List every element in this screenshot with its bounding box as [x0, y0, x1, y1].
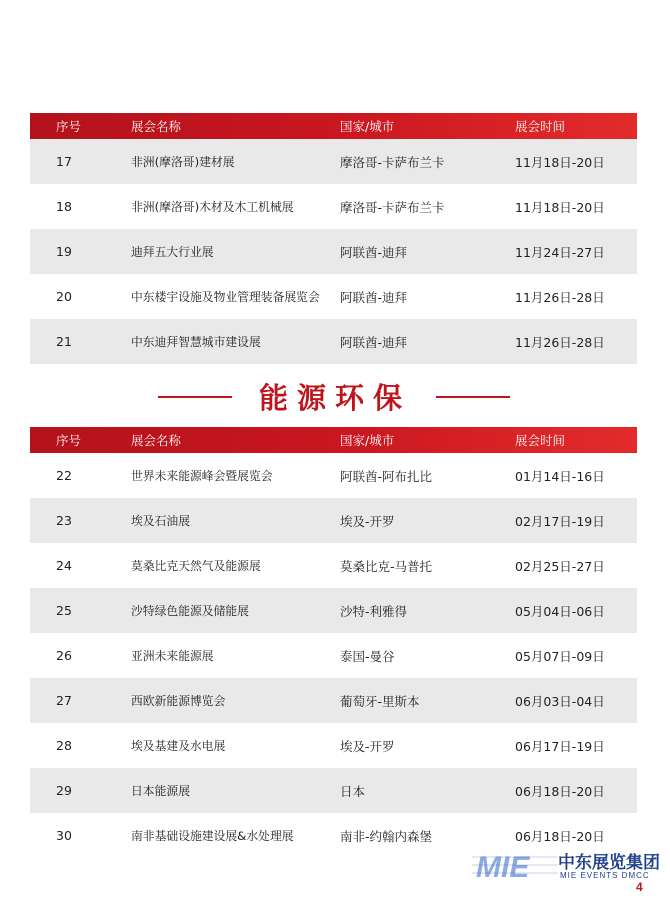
cell-location: 泰国-曼谷: [340, 648, 395, 664]
page-number: 4: [636, 880, 643, 894]
table-row: [30, 723, 637, 768]
cell-time: 06月18日-20日: [515, 783, 605, 799]
cell-location: 莫桑比克-马普托: [340, 558, 433, 574]
cell-time: 06月03日-04日: [515, 693, 605, 709]
header-no: 序号: [56, 433, 82, 448]
section-heading: [0, 372, 670, 420]
cell-name: 迪拜五大行业展: [131, 245, 214, 259]
section-title: 能源环保: [258, 381, 411, 415]
header-time: 展会时间: [515, 433, 566, 448]
mie-logo-mark: [472, 848, 558, 882]
cell-no: 28: [56, 738, 72, 753]
cell-time: 06月18日-20日: [515, 828, 605, 844]
cell-time: 11月18日-20日: [515, 199, 605, 215]
cell-no: 27: [56, 693, 72, 708]
cell-name: 西欧新能源博览会: [131, 694, 226, 708]
cell-name: 非洲(摩洛哥)木材及木工机械展: [131, 200, 294, 214]
table-row: [30, 678, 637, 723]
header-name: 展会名称: [131, 119, 182, 134]
table-row: [30, 139, 637, 184]
cell-time: 01月14日-16日: [515, 468, 605, 484]
cell-no: 19: [56, 244, 72, 259]
logo-chinese-name: 中东展览集团: [558, 853, 660, 873]
svg-text:MIE: MIE: [476, 851, 530, 882]
table-row: [30, 543, 637, 588]
cell-location: 摩洛哥-卡萨布兰卡: [340, 154, 445, 170]
cell-name: 沙特绿色能源及储能展: [131, 604, 249, 618]
exhibition-table-1: [30, 113, 637, 364]
table-header: [30, 427, 637, 453]
cell-time: 11月26日-28日: [515, 334, 605, 350]
table-row: [30, 229, 637, 274]
cell-time: 02月17日-19日: [515, 513, 605, 529]
cell-time: 05月07日-09日: [515, 648, 605, 664]
cell-location: 沙特-利雅得: [340, 603, 408, 619]
cell-no: 24: [56, 558, 72, 573]
table-row: [30, 453, 637, 498]
table-row: [30, 184, 637, 229]
table-row: [30, 319, 637, 364]
cell-location: 葡萄牙-里斯本: [340, 693, 420, 709]
cell-name: 埃及基建及水电展: [131, 739, 226, 753]
cell-time: 11月26日-28日: [515, 289, 605, 305]
cell-no: 23: [56, 513, 72, 528]
table-row: [30, 768, 637, 813]
cell-no: 17: [56, 154, 72, 169]
cell-name: 中东迪拜智慧城市建设展: [131, 335, 261, 349]
table-row: [30, 633, 637, 678]
cell-no: 30: [56, 828, 72, 843]
cell-location: 阿联酋-迪拜: [340, 244, 408, 260]
cell-no: 21: [56, 334, 72, 349]
heading-line-right: [436, 396, 510, 398]
cell-location: 埃及-开罗: [340, 738, 395, 754]
header-name: 展会名称: [131, 433, 182, 448]
cell-location: 日本: [340, 783, 366, 799]
exhibition-table-2: [30, 427, 637, 858]
cell-location: 埃及-开罗: [340, 513, 395, 529]
cell-name: 南非基础设施建设展&水处理展: [131, 829, 294, 843]
cell-no: 25: [56, 603, 72, 618]
header-time: 展会时间: [515, 119, 566, 134]
cell-no: 20: [56, 289, 72, 304]
logo-english-name: MIE EVENTS DMCC: [560, 871, 650, 880]
cell-no: 26: [56, 648, 72, 663]
table-row: [30, 588, 637, 633]
table-header: [30, 113, 637, 139]
cell-name: 亚洲未来能源展: [131, 649, 214, 663]
cell-location: 阿联酋-阿布扎比: [340, 468, 433, 484]
cell-time: 11月24日-27日: [515, 244, 605, 260]
cell-name: 中东楼宇设施及物业管理装备展览会: [131, 290, 320, 304]
header-no: 序号: [56, 119, 82, 134]
cell-time: 05月04日-06日: [515, 603, 605, 619]
cell-no: 22: [56, 468, 72, 483]
cell-name: 世界未来能源峰会暨展览会: [131, 469, 273, 483]
cell-no: 18: [56, 199, 72, 214]
cell-time: 11月18日-20日: [515, 154, 605, 170]
table-row: [30, 274, 637, 319]
cell-location: 南非-约翰内森堡: [340, 828, 433, 844]
cell-time: 02月25日-27日: [515, 558, 605, 574]
cell-name: 埃及石油展: [131, 514, 190, 528]
cell-time: 06月17日-19日: [515, 738, 605, 754]
table-row: [30, 498, 637, 543]
header-location: 国家/城市: [340, 433, 395, 448]
cell-no: 29: [56, 783, 72, 798]
header-location: 国家/城市: [340, 119, 395, 134]
cell-name: 日本能源展: [131, 784, 190, 798]
cell-location: 阿联酋-迪拜: [340, 334, 408, 350]
cell-location: 摩洛哥-卡萨布兰卡: [340, 199, 445, 215]
cell-location: 阿联酋-迪拜: [340, 289, 408, 305]
cell-name: 非洲(摩洛哥)建材展: [131, 155, 235, 169]
cell-name: 莫桑比克天然气及能源展: [131, 559, 261, 573]
